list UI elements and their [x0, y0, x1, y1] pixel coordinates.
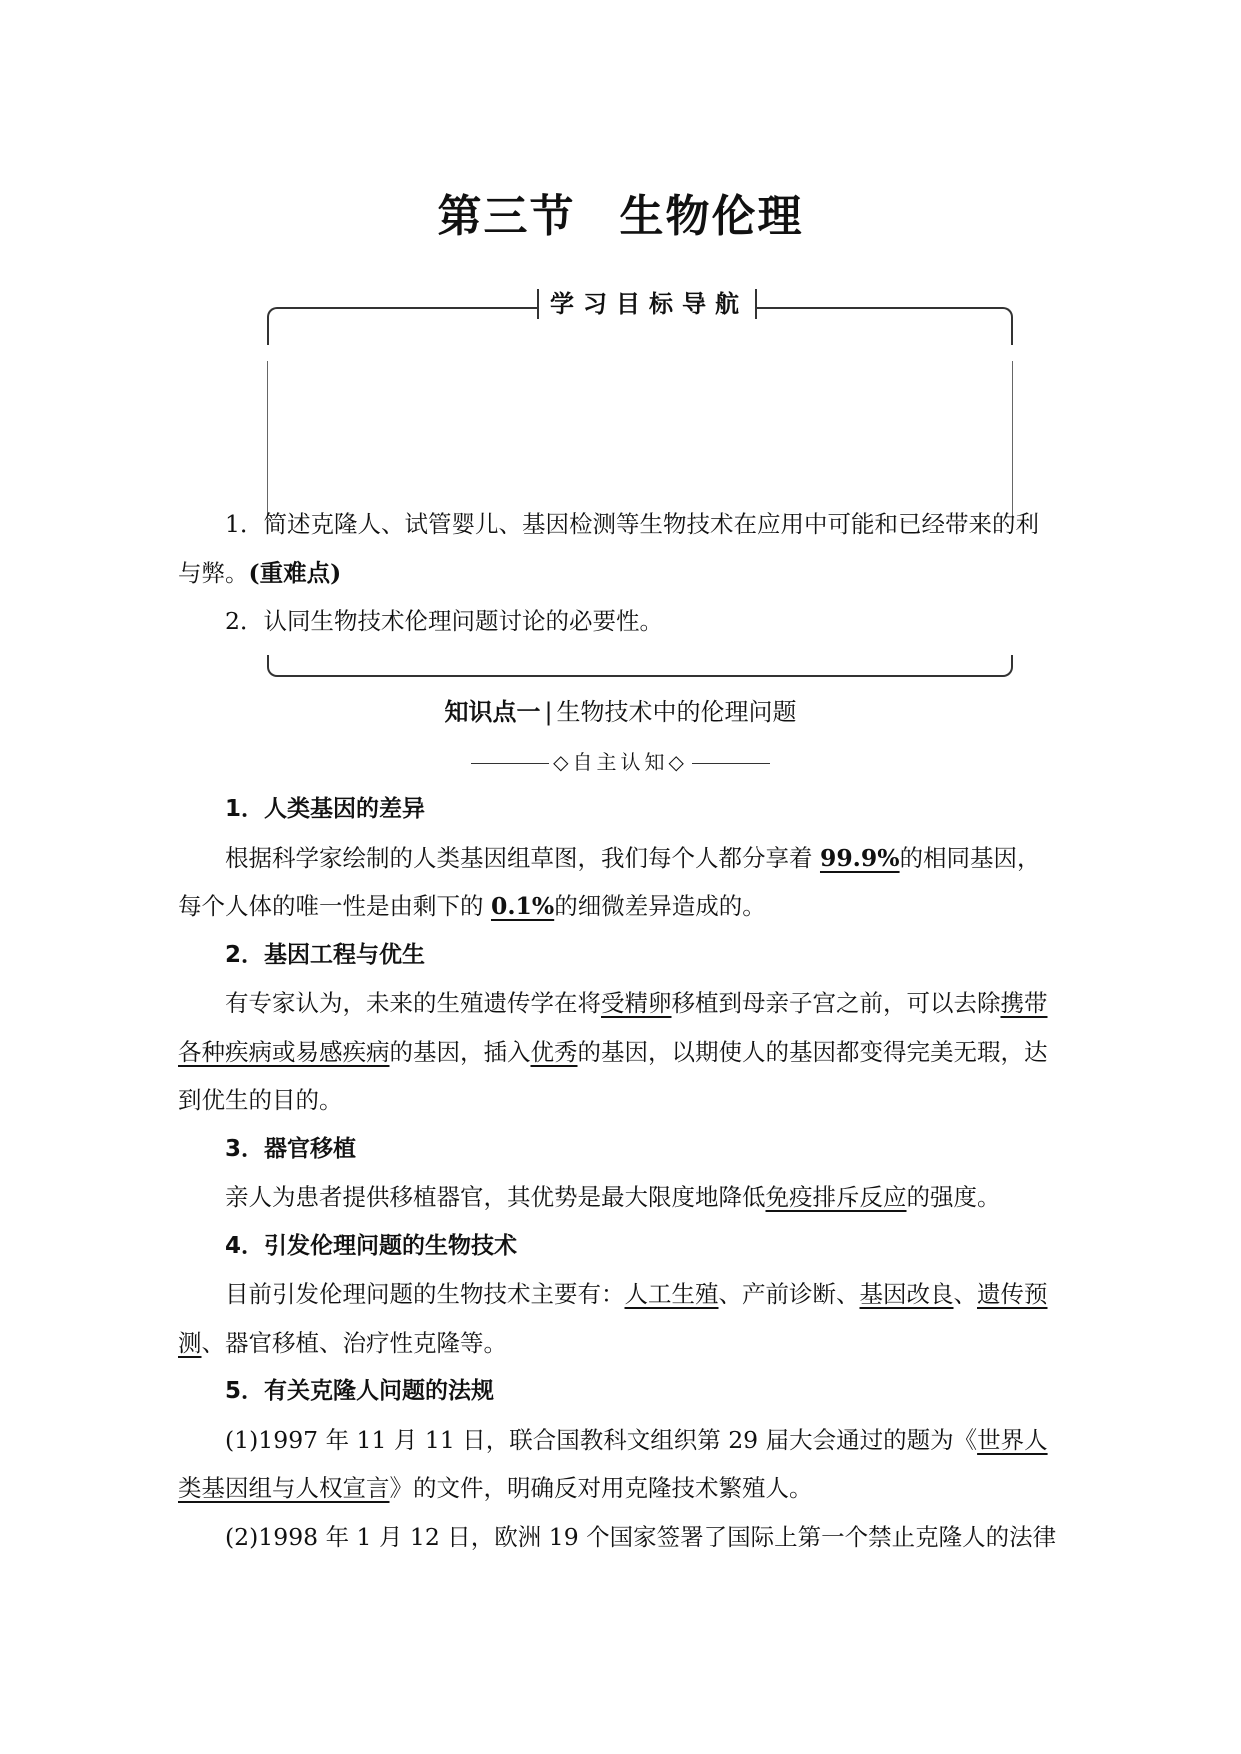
title-part2: 生物伦理 [619, 191, 804, 242]
answer-blank: 人工生殖 [624, 1280, 719, 1308]
topic-paragraph: 有专家认为，未来的生殖遗传学在将受精卵移植到母亲子宫之前，可以去除携带各种疾病或易感疾病的基因，插入优秀的基因，以期使人的基因都变得完美无瑕，达到优生的目的。 [178, 989, 1048, 1114]
topic-heading: 2．基因工程与优生 [225, 941, 426, 968]
answer-blank: 免疫排斥反应 [765, 1183, 907, 1211]
title-part1: 第三节 [437, 191, 576, 242]
topic-heading: 3．器官移植 [225, 1135, 357, 1162]
self-study-label: ◇自主认知◇ [553, 750, 688, 774]
objective-item: 1．简述克隆人、试管婴儿、基因检测等生物技术在应用中可能和已经带来的利与弊。(重难点) [178, 510, 1039, 587]
topic-paragraph: 亲人为患者提供移植器官，其优势是最大限度地降低免疫排斥反应的强度。 [225, 1183, 1001, 1211]
knowledge-point-heading: 知识点一 | 生物技术中的伦理问题 [444, 698, 797, 726]
knowledge-point-title: 生物技术中的伦理问题 [556, 698, 797, 726]
objectives-right-rule [1012, 361, 1013, 521]
objectives-list [178, 500, 1058, 646]
answer-blank: 遗传预测 [178, 1280, 1048, 1357]
objective-item: 2．认同生物技术伦理问题讨论的必要性。 [225, 607, 663, 635]
topic-heading: 1．人类基因的差异 [225, 796, 426, 822]
objectives-bottom-bracket [267, 655, 1013, 677]
answer-blank: 世界人类基因组与人权宣言 [178, 1425, 1048, 1502]
topic-paragraph: (2)1998 年 1 月 12 日，欧洲 19 个国家签署了国际上第一个禁止克隆人的法律 [225, 1522, 1057, 1551]
self-study-divider [0, 746, 1241, 775]
answer-blank: 0.1% [490, 892, 555, 920]
topic-paragraph: 目前引发伦理问题的生物技术主要有：人工生殖、产前诊断、基因改良、遗传预测、器官移植、治疗性克隆等。 [178, 1280, 1048, 1357]
objectives-left-rule [267, 361, 268, 521]
topic-heading: 5．有关克隆人问题的法规 [225, 1378, 495, 1404]
topic-paragraph: (1)1997 年 11 月 11 日，联合国教科文组织第 29 届大会通过的题为《世界人类基因组与人权宣言》的文件，明确反对用克隆技术繁殖人。 [178, 1425, 1048, 1502]
page-title [0, 180, 1241, 244]
topic-heading: 4．引发伦理问题的生物技术 [225, 1232, 518, 1259]
knowledge-point-prefix: 知识点一 [444, 698, 541, 726]
topic-paragraph: 根据科学家绘制的人类基因组草图，我们每个人都分享着 99.9%的相同基因，每个人体的唯一性是由剩下的 0.1%的细微差异造成的。 [178, 843, 1041, 920]
answer-blank: 受精卵 [601, 989, 672, 1017]
answer-blank: 优秀 [530, 1037, 578, 1066]
key-point-tag: (重难点) [248, 558, 342, 587]
answer-blank: 基因改良 [859, 1280, 954, 1308]
objectives-label: 学习目标导航 [537, 289, 757, 319]
answer-blank: 携带各种疾病或易感疾病 [178, 989, 1048, 1066]
answer-blank: 99.9% [819, 843, 900, 872]
knowledge-content [178, 785, 1058, 1561]
